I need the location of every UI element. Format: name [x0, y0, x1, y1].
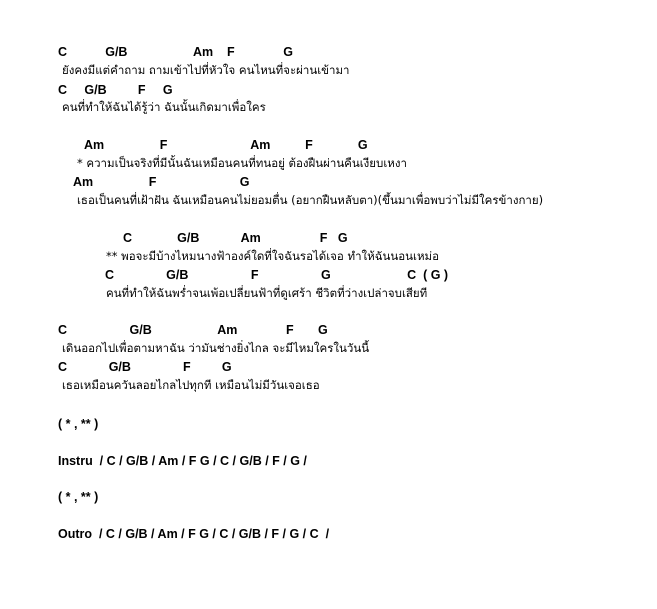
pre-chorus-chords-line-2: Am F G	[73, 175, 250, 189]
verse1-chords-line-2: C G/B F G	[58, 83, 173, 97]
chorus-chords-line-2: C G/B F G C ( G )	[105, 268, 449, 282]
repeat-marker-1: ( * , ** )	[58, 417, 99, 431]
chorus-chords-line-1: C G/B Am F G	[123, 231, 348, 245]
chorus-lyric-line-2: คนที่ทำให้ฉันพร่ำจนเพ้อเปลี่ยนฟ้าที่ดูเศร้า ชีวิตที่ว่างเปล่าจบเสียที	[106, 286, 428, 300]
verse2-chords-line-2: C G/B F G	[58, 360, 232, 374]
pre-chorus-lyric-line-2: เธอเป็นคนที่เฝ้าฝัน ฉันเหมือนคนไม่ยอมตื่น (อยากฝืนหลับตา)(ขึ้นมาเพื่อพบว่าไม่มีใครข้างกาย)	[77, 193, 544, 207]
repeat-marker-2: ( * , ** )	[58, 490, 99, 504]
instrumental-line: Instru / C / G/B / Am / F G / C / G/B / F / G /	[58, 454, 307, 468]
verse1-chords-line-1: C G/B Am F G	[58, 45, 293, 59]
verse2-chords-line-1: C G/B Am F G	[58, 323, 328, 337]
verse1-lyric-line-2: คนที่ทำให้ฉันได้รู้ว่า ฉันนั้นเกิดมาเพื่อใคร	[62, 100, 266, 114]
outro-line: Outro / C / G/B / Am / F G / C / G/B / F / G / C /	[58, 527, 330, 541]
verse1-lyric-line-1: ยังคงมีแต่คำถาม ถามเข้าไปที่หัวใจ คนไหนที่จะผ่านเข้ามา	[62, 63, 350, 77]
pre-chorus-lyric-line-1: * ความเป็นจริงที่มีนั้นฉันเหมือนคนที่ทนอยู่ ต้องฝืนผ่านคืนเงียบเหงา	[77, 156, 407, 170]
verse2-lyric-line-1: เดินออกไปเพื่อตามหาฉัน ว่ามันช่างยิ่งไกล จะมีไหมใครในวันนี้	[62, 341, 370, 355]
verse2-lyric-line-2: เธอเหมือนควันลอยไกลไปทุกที เหมือนไม่มีวันเจอเธอ	[62, 378, 320, 392]
chorus-lyric-line-1: ** พอจะมีบ้างไหมนางฟ้าองค์ใดที่ใจฉันรอได้เจอ ทำให้ฉันนอนเหม่อ	[106, 249, 440, 263]
pre-chorus-chords-line-1: Am F Am F G	[84, 138, 368, 152]
